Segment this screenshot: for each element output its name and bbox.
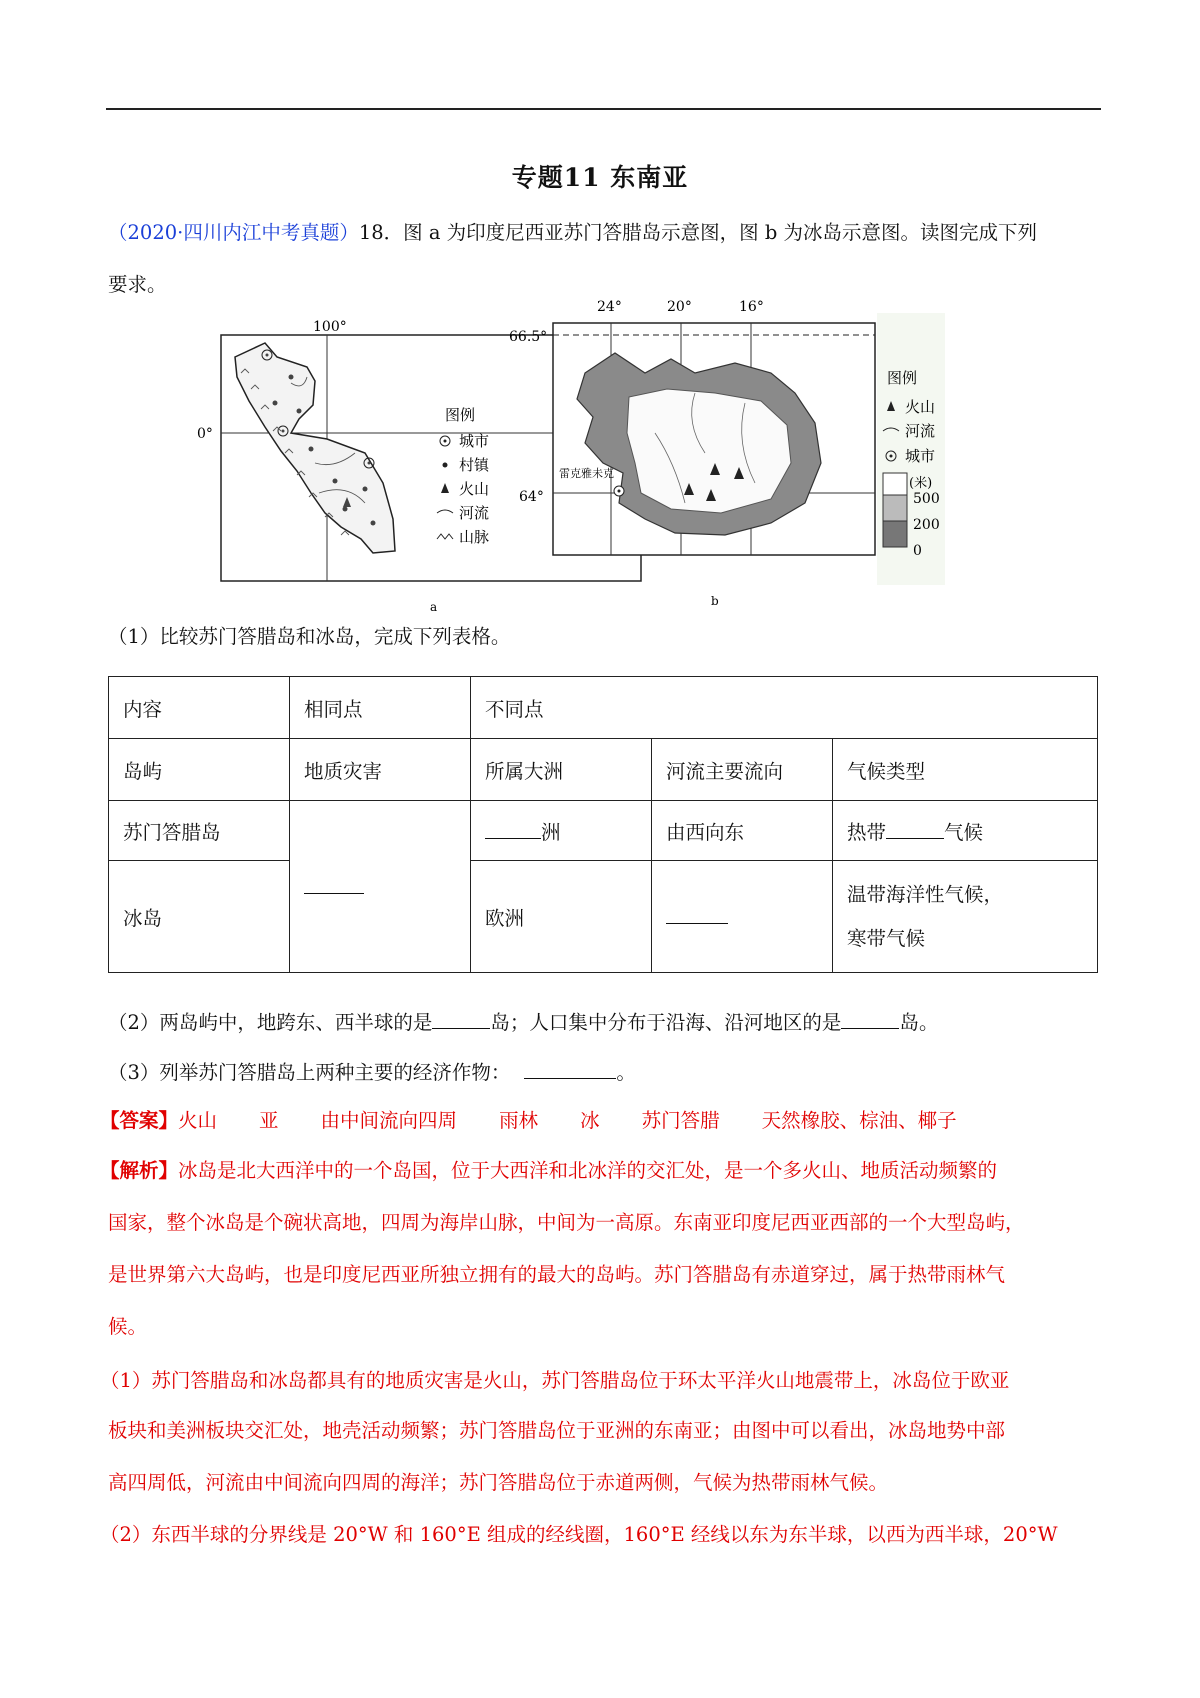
cell-sumatra-river: 由西向东 — [652, 801, 833, 861]
map-a-lon-label: 100° — [313, 319, 347, 335]
answer-item: 火山 — [178, 1109, 218, 1132]
cell-iceland-name: 冰岛 — [109, 861, 290, 973]
map-b-city-label: 雷克雅未克 — [559, 467, 614, 480]
map-b-lat-665: 66.5° — [509, 329, 548, 345]
analysis-line — [100, 1158, 997, 1184]
cell-sumatra-climate — [833, 801, 1098, 861]
answer-line — [100, 1108, 957, 1134]
map-b-elev-500: 500 — [913, 491, 940, 507]
cell-hazard-answer — [290, 801, 471, 973]
climate-suffix: 气候 — [944, 820, 984, 844]
continent-suffix: 洲 — [541, 820, 561, 844]
analysis-line: 国家，整个冰岛是个碗状高地，四周为海岸山脉，中间为一高原。东南亚印度尼西亚西部的一个大型岛屿， — [108, 1211, 1025, 1234]
answer-item: 冰 — [580, 1109, 600, 1132]
map-a-legend-city: 城市 — [459, 432, 490, 450]
q3-part-b: 。 — [616, 1061, 636, 1084]
answer-item: 天然橡胶、棕油、椰子 — [761, 1109, 957, 1132]
climate-line-1: 温带海洋性气候， — [847, 882, 1004, 906]
cell-iceland-river — [652, 861, 833, 973]
q3-blank — [524, 1060, 616, 1079]
map-b-lat-64: 64° — [519, 489, 544, 505]
answer-tag: 【答案】 — [100, 1109, 179, 1132]
analysis-line: （2）东西半球的分界线是 20°W 和 160°E 组成的经线圈，160°E 经线以东为东半球，以西为西半球，20°W — [100, 1523, 1058, 1546]
cell-iceland-continent: 欧洲 — [471, 861, 652, 973]
table-row — [109, 739, 1098, 801]
map-a-legend-river: 河流 — [459, 504, 490, 522]
cell-content: 内容 — [109, 677, 290, 739]
map-b-lon-24: 24° — [597, 299, 622, 315]
hazard-blank — [304, 875, 364, 894]
q2-prompt — [108, 1010, 938, 1036]
analysis-line: 高四周低，河流由中间流向四周的海洋；苏门答腊岛位于赤道两侧，气候为热带雨林气候。 — [108, 1471, 889, 1494]
map-b-legend-title: 图例 — [887, 369, 918, 387]
map-a-lat-label: 0° — [197, 426, 213, 442]
header-rule — [106, 108, 1101, 110]
map-b-caption: b — [711, 594, 719, 608]
question-source: （2020·四川内江中考真题） — [108, 221, 359, 244]
map-a-legend-volcano: 火山 — [459, 480, 490, 498]
continent-blank — [485, 820, 541, 839]
q2-blank-2 — [841, 1010, 899, 1029]
answer-item: 由中间流向四周 — [320, 1109, 458, 1132]
q2-blank-1 — [432, 1010, 490, 1029]
question-line-1 — [108, 220, 1037, 246]
analysis-line: （1）苏门答腊岛和冰岛都具有的地质灾害是火山，苏门答腊岛位于环太平洋火山地震带上，冰岛位于欧亚 — [100, 1369, 1010, 1392]
map-b-lon-20: 20° — [667, 299, 692, 315]
analysis-text: 冰岛是北大西洋中的一个岛国，位于大西洋和北冰洋的交汇处，是一个多火山、地质活动频繁的 — [178, 1159, 998, 1182]
answer-item: 苏门答腊 — [641, 1109, 720, 1132]
page-title: 专题11 东南亚 — [511, 163, 689, 192]
map-b-lon-16: 16° — [739, 299, 764, 315]
table-row — [109, 861, 1098, 973]
cell-same: 相同点 — [290, 677, 471, 739]
analysis-line: 是世界第六大岛屿，也是印度尼西亚所独立拥有的最大的岛屿。苏门答腊岛有赤道穿过，属于热带雨林气 — [108, 1263, 1006, 1286]
climate-blank — [886, 820, 944, 839]
analysis-line: 候。 — [108, 1315, 148, 1338]
cell-hazard: 地质灾害 — [290, 739, 471, 801]
q2-part-a: （2）两岛屿中，地跨东、西半球的是 — [108, 1011, 433, 1034]
map-b-legend-city: 城市 — [905, 447, 936, 465]
maps-figure — [197, 299, 1045, 614]
question-line-2: 要求。 — [108, 273, 167, 296]
map-a-caption: a — [430, 600, 438, 614]
analysis-line: 板块和美洲板块交汇处，地壳活动频繁；苏门答腊岛位于亚洲的东南亚；由图中可以看出，冰岛地势中部 — [108, 1419, 1006, 1442]
map-b-elev-unit: (米) — [909, 476, 933, 491]
map-a-legend-town: 村镇 — [459, 456, 490, 474]
cell-continent: 所属大洲 — [471, 739, 652, 801]
analysis-tag: 【解析】 — [100, 1159, 179, 1182]
cell-island: 岛屿 — [109, 739, 290, 801]
cell-climate: 气候类型 — [833, 739, 1098, 801]
cell-diff: 不同点 — [471, 677, 1098, 739]
map-b-legend-river: 河流 — [905, 422, 936, 440]
map-b-elev-0: 0 — [913, 543, 922, 559]
cell-river: 河流主要流向 — [652, 739, 833, 801]
comparison-table — [108, 676, 1098, 973]
answer-item: 雨林 — [499, 1109, 539, 1132]
cell-iceland-climate — [833, 861, 1098, 973]
river-blank — [666, 905, 728, 924]
q1-prompt: （1）比较苏门答腊岛和冰岛，完成下列表格。 — [108, 625, 511, 648]
climate-prefix: 热带 — [847, 820, 887, 844]
climate-line-2: 寒带气候 — [847, 926, 926, 950]
q3-part-a: （3）列举苏门答腊岛上两种主要的经济作物： — [108, 1061, 511, 1084]
map-b-elev-200: 200 — [913, 517, 940, 533]
table-row — [109, 801, 1098, 861]
cell-sumatra-continent — [471, 801, 652, 861]
q3-prompt — [108, 1060, 636, 1086]
map-b-legend-volcano: 火山 — [905, 398, 936, 416]
map-a-legend-title: 图例 — [445, 406, 476, 424]
map-a-legend-mountain: 山脉 — [459, 528, 490, 546]
question-text: 18．图 a 为印度尼西亚苏门答腊岛示意图，图 b 为冰岛示意图。读图完成下列 — [358, 221, 1038, 244]
q2-part-c: 岛。 — [899, 1011, 939, 1034]
answer-item: 亚 — [259, 1109, 279, 1132]
table-row — [109, 677, 1098, 739]
cell-sumatra-name: 苏门答腊岛 — [109, 801, 290, 861]
q2-part-b: 岛；人口集中分布于沿海、沿河地区的是 — [490, 1011, 842, 1034]
